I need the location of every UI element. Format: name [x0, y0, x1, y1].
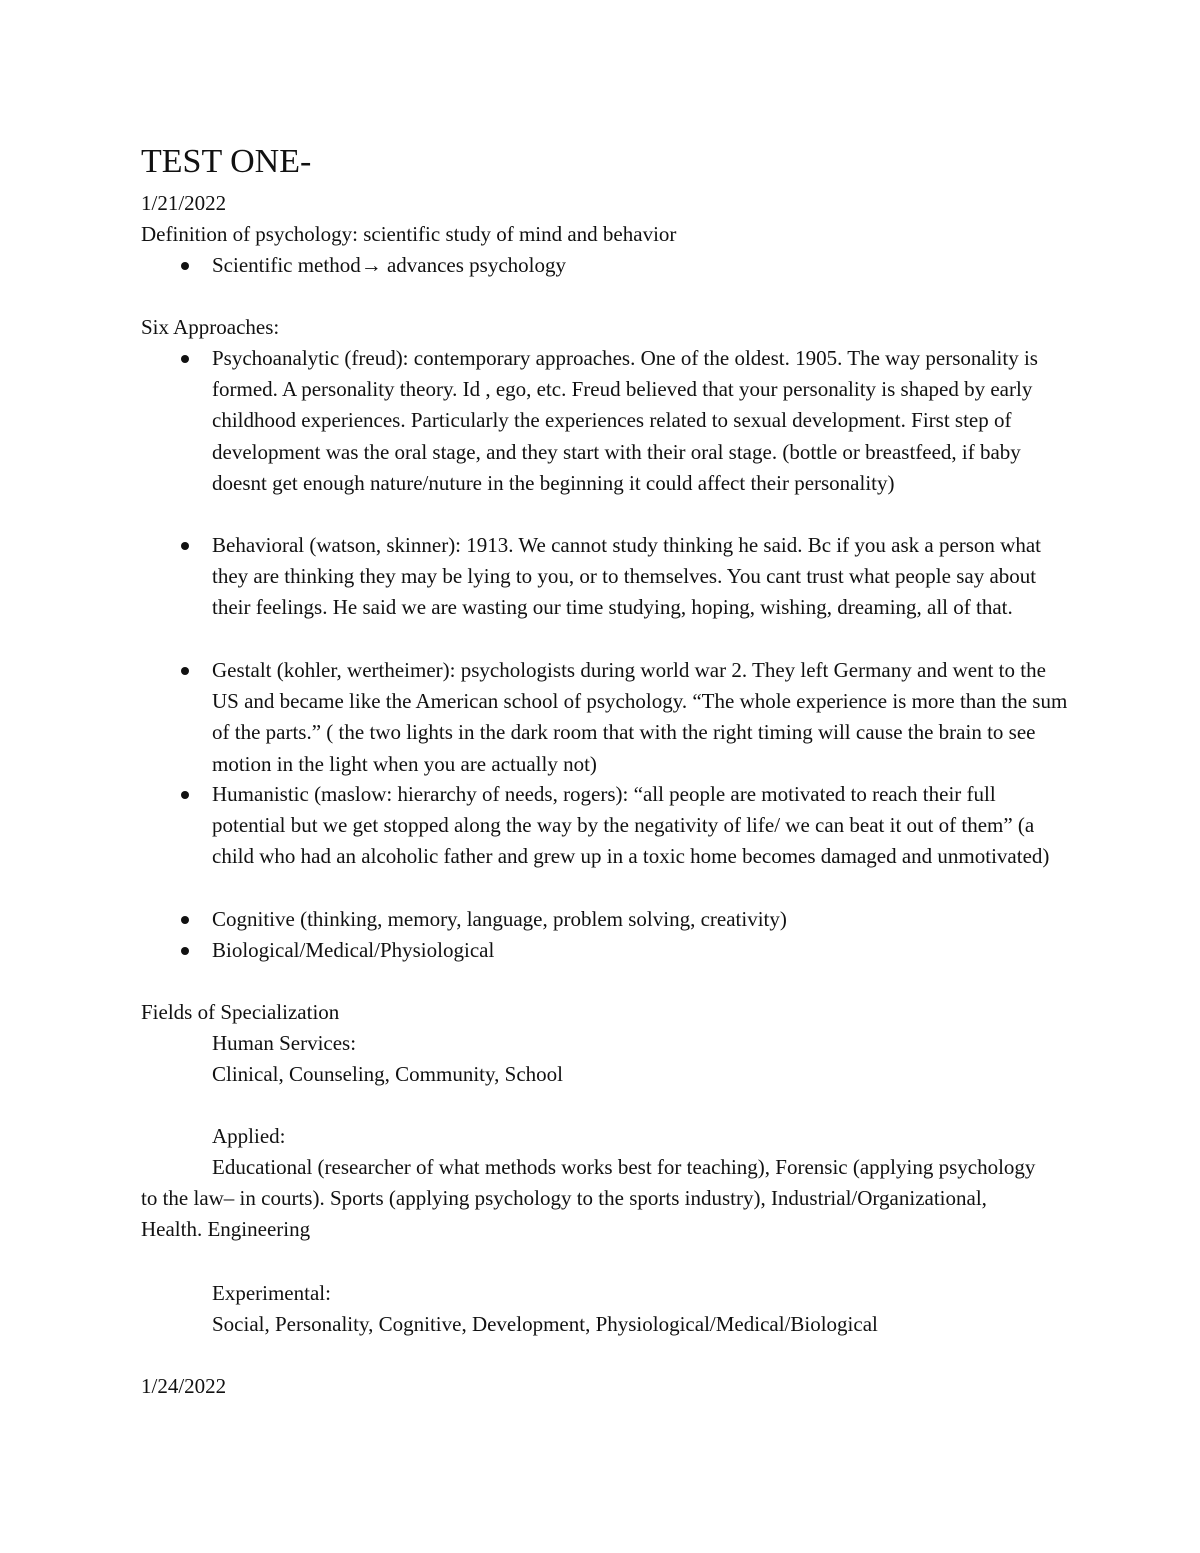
date-heading-2: 1/24/2022 — [141, 1374, 227, 1398]
page-title: TEST ONE- — [141, 143, 312, 180]
bullet-dot — [181, 916, 189, 924]
fields-heading: Fields of Specialization — [141, 1000, 340, 1024]
approach-cognitive: Cognitive (thinking, memory, language, problem solving, creativity) — [212, 907, 787, 931]
applied-text: Educational (researcher of what methods works best for teaching), Forensic (applying psychology to the law– in courts). Sports (applying psychology to the sports industry), Industrial/Organizational, Health. Engineering — [141, 1155, 1036, 1242]
human-services-list: Clinical, Counseling, Community, School — [212, 1062, 563, 1086]
approach-psychoanalytic: Psychoanalytic (freud): contemporary approaches. One of the oldest. 1905. The way personality is formed. A personality theory. Id , ego, etc. Freud believed that your personality is shaped by early childhood experiences. Particularly the experiences related to sexual development. First step of development was the oral stage, and they start with their oral stage. (bottle or breastfeed, if baby doesnt get enough nature/nuture in the beginning it could affect their personality) — [212, 346, 1038, 495]
bullet-dot — [181, 355, 189, 363]
bullet-dot — [181, 791, 189, 799]
definition-bullet-text: Scientific method→ advances psychology — [212, 253, 566, 277]
approach-humanistic: Humanistic (maslow: hierarchy of needs, rogers): “all people are motivated to reach their full potential but we get stopped along the way by the negativity of life/ we can beat it out of them” (a child who had an alcoholic father and grew up in a toxic home becomes damaged and unmotivated) — [212, 782, 1050, 869]
date-heading: 1/21/2022 — [141, 191, 227, 215]
bullet-dot — [181, 262, 189, 270]
approaches-heading: Six Approaches: — [141, 315, 280, 339]
approach-behavioral: Behavioral (watson, skinner): 1913. We cannot study thinking he said. Bc if you ask a person what they are thinking they may be lying to you, or to themselves. You cant trust what people say about their feelings. He said we are wasting our time studying, hoping, wishing, dreaming, all of that. — [212, 533, 1042, 620]
applied-label: Applied: — [212, 1124, 286, 1148]
definition-line: Definition of psychology: scientific study of mind and behavior — [141, 222, 677, 246]
experimental-list: Social, Personality, Cognitive, Development, Physiological/Medical/Biological — [212, 1312, 878, 1336]
human-services-label: Human Services: — [212, 1031, 357, 1055]
bullet-dot — [181, 542, 189, 550]
approach-gestalt: Gestalt (kohler, wertheimer): psychologists during world war 2. They left Germany and went to the US and became like the American school of psychology. “The whole experience is more than the sum of the parts.” ( the two lights in the dark room that with the right timing will cause the brain to see motion in the light when you are actually not) — [212, 658, 1068, 776]
bullet-dot — [181, 947, 189, 955]
experimental-label: Experimental: — [212, 1281, 331, 1305]
bullet-dot — [181, 667, 189, 675]
approach-biological: Biological/Medical/Physiological — [212, 938, 495, 962]
